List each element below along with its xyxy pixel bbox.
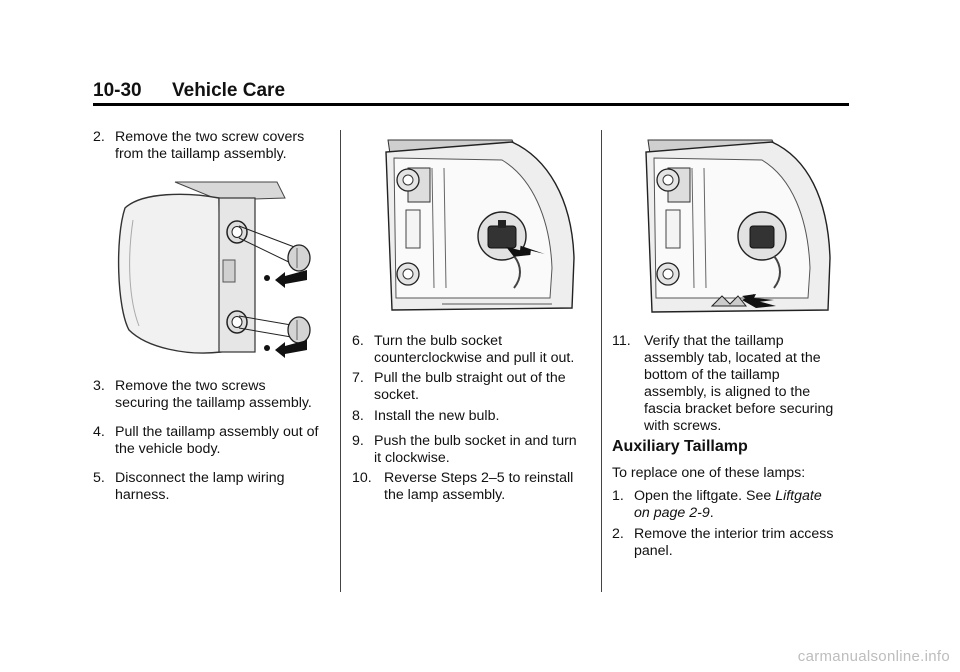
illustration-bulb-socket-turn [382, 138, 576, 316]
step-number: 10. [352, 470, 372, 486]
step-text-line: with screws. [644, 418, 722, 434]
step-text-line [634, 505, 714, 522]
step-text-line: panel. [634, 543, 673, 559]
step-text-line: harness. [115, 487, 170, 503]
step-text-line: Turn the bulb socket [374, 333, 503, 349]
intro-line: To replace one of these lamps: [612, 465, 806, 481]
step-number: 6. [352, 333, 364, 349]
aux-step-1 [612, 488, 852, 524]
section-title: Vehicle Care [172, 80, 286, 101]
intro-text [612, 465, 852, 483]
step-text-line: it clockwise. [374, 450, 450, 466]
header-rule [93, 103, 849, 106]
step-number: 8. [352, 408, 364, 424]
step-text-line: Reverse Steps 2–5 to reinstall [384, 470, 574, 486]
step-text-line: socket. [374, 387, 419, 403]
step-number: 1. [612, 488, 624, 504]
aux-step-2 [612, 526, 852, 562]
watermark: carmanualsonline.info [797, 648, 950, 665]
step-7 [352, 370, 597, 406]
illustration-taillamp-tab [642, 138, 832, 316]
page-number: 10-30 [93, 80, 142, 101]
step-text-line: assembly tab, located at the [644, 350, 821, 366]
step-8 [352, 408, 597, 426]
column-divider-1 [340, 130, 341, 592]
step-text-line: counterclockwise and pull it out. [374, 350, 575, 366]
step-text-line: the lamp assembly. [384, 487, 506, 503]
step-text-line: assembly, is aligned to the [644, 384, 811, 400]
step-text-line: Verify that the taillamp [644, 333, 784, 349]
step-number: 7. [352, 370, 364, 386]
step-text-end: . [709, 505, 714, 521]
page-header [93, 80, 849, 104]
step-10 [352, 470, 597, 506]
step-number: 9. [352, 433, 364, 449]
step-text-line: Disconnect the lamp wiring [115, 470, 285, 486]
step-text-line: Remove the two screw covers [115, 129, 305, 145]
step-text-line: Pull the bulb straight out of the [374, 370, 566, 386]
step-text-line: Pull the taillamp assembly out of [115, 424, 319, 440]
step-text-line: bottom of the taillamp [644, 367, 780, 383]
step-text-line: Push the bulb socket in and turn [374, 433, 577, 449]
step-5 [93, 470, 333, 506]
step-text-line: securing the taillamp assembly. [115, 395, 312, 411]
step-text-line: Remove the interior trim access [634, 526, 834, 542]
step-number: 2. [93, 129, 105, 145]
cross-reference-page[interactable]: on page 2-9 [634, 505, 710, 521]
step-number: 3. [93, 378, 105, 394]
step-2 [93, 129, 333, 165]
step-text-line [634, 488, 822, 505]
step-6 [352, 333, 597, 369]
step-number: 11. [612, 333, 631, 349]
step-text: Open the liftgate. See [634, 488, 776, 504]
step-text-line: fascia bracket before securing [644, 401, 834, 417]
step-text-line: Remove the two screws [115, 378, 266, 394]
step-9 [352, 433, 597, 469]
step-11 [612, 333, 852, 437]
step-text-line: Install the new bulb. [374, 408, 500, 424]
subheading-auxiliary-taillamp: Auxiliary Taillamp [612, 438, 748, 455]
step-number: 2. [612, 526, 624, 542]
step-number: 5. [93, 470, 105, 486]
cross-reference-link[interactable]: Liftgate [775, 488, 822, 504]
column-divider-2 [601, 130, 602, 592]
illustration-screw-covers [107, 180, 327, 365]
step-text-line: the vehicle body. [115, 441, 221, 457]
step-text-line: from the taillamp assembly. [115, 146, 287, 162]
step-number: 4. [93, 424, 105, 440]
step-4 [93, 424, 333, 460]
step-3 [93, 378, 333, 414]
